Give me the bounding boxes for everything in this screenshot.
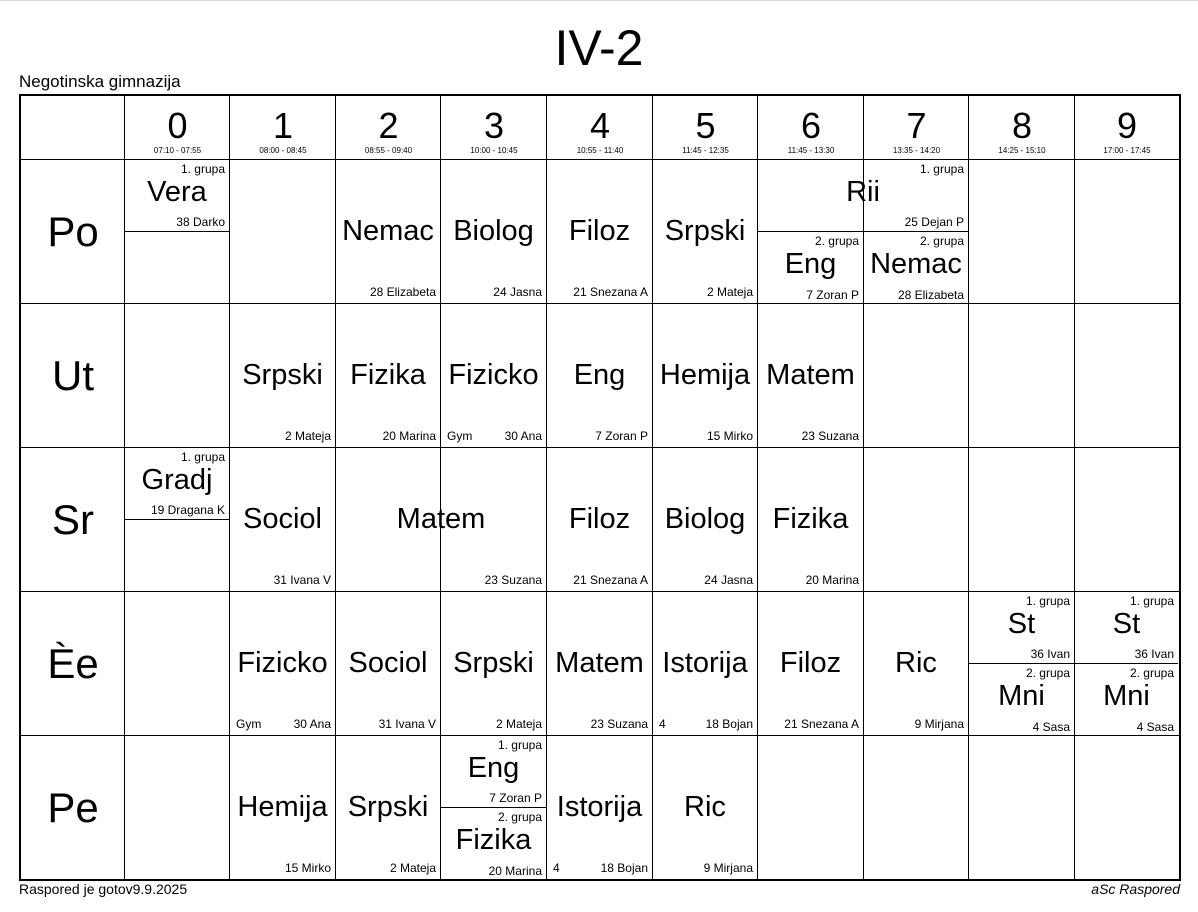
lesson-teacher: 2 Mateja [706,285,753,299]
lesson-teacher: 7 Zoran P [806,288,859,302]
lesson-cell[interactable] [125,160,229,232]
lesson-cell[interactable] [547,592,652,735]
lesson-group: 2. grupa [814,234,859,248]
lesson-cell[interactable] [336,592,440,735]
lesson-cell[interactable] [336,160,440,303]
day-label: Èe [47,640,99,687]
lesson-cell[interactable] [547,160,652,303]
lesson-room: 4 [553,861,560,875]
lesson-subject: Matem [555,647,644,679]
lesson-teacher: 2 Mateja [284,429,331,443]
period-time: 14:25 - 15:10 [998,146,1046,155]
lesson-subject: Vera [147,176,207,208]
period-time: 13:35 - 14:20 [892,146,941,155]
lesson-teacher: 9 Mirjana [914,717,964,731]
period-time: 07:10 - 07:55 [153,146,202,155]
period-header [969,96,1075,160]
period-time: 17:00 - 17:45 [1103,146,1151,155]
lesson-subject: Matem [396,503,486,535]
lesson-teacher: 7 Zoran P [595,429,648,443]
lesson-teacher: 24 Jasna [493,285,542,299]
lesson-teacher: 28 Elizabeta [897,288,964,302]
lesson-teacher: 36 Ivan [1030,647,1070,661]
period-number: 2 [378,105,399,146]
lesson-cell[interactable] [441,160,546,303]
lesson-cell[interactable] [1075,592,1178,664]
lesson-cell[interactable] [864,232,968,304]
period-number: 7 [906,105,927,146]
period-number: 8 [1011,105,1033,146]
lesson-cell[interactable] [758,304,863,447]
lesson-teacher: 18 Bojan [600,861,648,875]
top-border-line [0,0,1198,1]
lesson-subject: Srpski [664,215,746,247]
period-time: 10:55 - 11:40 [576,146,624,155]
lesson-subject: Matem [766,359,855,391]
lesson-subject: Sociol [243,503,322,535]
lesson-subject: Fizicko [237,647,328,679]
lesson-subject: Biolog [664,503,746,535]
lesson-subject: Rii [846,176,880,208]
lesson-teacher: 4 Sasa [1032,720,1070,734]
lesson-subject: Eng [467,752,520,784]
lesson-subject: Filoz [568,215,631,247]
lesson-teacher: 20 Marina [805,573,859,587]
lesson-teacher: 2 Mateja [495,717,542,731]
lesson-group: 2. grupa [1025,666,1070,680]
period-header [653,96,758,160]
lesson-group: 1. grupa [1129,594,1174,608]
lesson-cell[interactable] [758,592,863,735]
lesson-subject: Biolog [453,215,534,247]
period-time: 08:55 - 09:40 [364,146,413,155]
lesson-teacher: 23 Suzana [801,429,859,443]
lesson-teacher: 7 Zoran P [489,791,542,805]
lesson-cell[interactable] [441,736,546,808]
lesson-subject: Filoz [779,647,842,679]
lesson-cell[interactable] [230,736,335,879]
lesson-cell[interactable] [230,304,335,447]
lesson-cell[interactable] [547,736,652,879]
lesson-group: 1. grupa [180,450,225,464]
lesson-room: Gym [236,717,262,731]
lesson-subject: Eng [784,248,837,280]
lesson-teacher: 15 Mirko [706,429,753,443]
page-title: IV-2 [554,20,644,76]
day-label: Po [47,208,99,255]
lesson-subject: Fizika [455,824,532,856]
column-divider [968,96,969,879]
period-number: 9 [1116,105,1138,146]
lesson-cell[interactable] [969,664,1074,736]
lesson-teacher: 36 Ivan [1134,647,1174,661]
lesson-cell[interactable] [758,160,968,232]
timetable-grid [19,94,1181,881]
period-number: 3 [483,105,505,146]
lesson-subject: Fizika [772,503,849,535]
lesson-group: 2. grupa [497,810,542,824]
lesson-teacher: 31 Ivana V [378,717,436,731]
lesson-cell[interactable] [547,448,652,591]
period-time: 11:45 - 12:35 [682,146,729,155]
lesson-subject: Fizicko [448,359,539,391]
lesson-cell[interactable] [653,160,757,303]
lesson-group: 2. grupa [1129,666,1174,680]
lesson-teacher: 21 Snezana A [784,717,859,731]
lesson-cell[interactable] [336,448,546,591]
lesson-cell[interactable] [1075,664,1178,736]
lesson-teacher: 23 Suzana [590,717,648,731]
lesson-cell[interactable] [653,304,757,447]
lesson-teacher: 21 Snezana A [573,285,648,299]
lesson-group: 2. grupa [919,234,964,248]
lesson-subject: Filoz [568,503,631,535]
lesson-teacher: 21 Snezana A [573,573,648,587]
lesson-cell[interactable] [758,448,863,591]
lesson-cell[interactable] [653,448,757,591]
lesson-teacher: 15 Mirko [284,861,331,875]
period-number: 4 [589,105,611,146]
period-header [864,96,969,160]
lesson-teacher: 4 Sasa [1136,720,1174,734]
lesson-cell[interactable] [547,304,652,447]
lesson-subject: Hemija [659,359,751,391]
lesson-subject: Srpski [347,791,429,823]
lesson-cell[interactable] [758,232,863,304]
lesson-cell[interactable] [653,736,757,879]
lesson-group: 1. grupa [497,738,542,752]
period-header [230,96,336,160]
period-header [547,96,653,160]
period-time: 11:45 - 13:30 [787,146,835,155]
lesson-subject: Nemac [870,248,962,280]
lesson-subject: Mni [1103,680,1150,712]
column-divider [1074,96,1075,879]
lesson-subject: Srpski [453,647,534,679]
lesson-cell[interactable] [125,448,229,520]
lesson-cell[interactable] [336,736,440,879]
lesson-subject: Nemac [342,215,434,247]
lesson-subject: St [1112,608,1141,640]
lesson-subject: Mni [998,680,1045,712]
lesson-teacher: 2 Mateja [389,861,436,875]
day-label: Sr [52,496,94,543]
lesson-group: 1. grupa [1025,594,1070,608]
lesson-teacher: 28 Elizabeta [369,285,436,299]
lesson-teacher: 20 Marina [488,864,542,878]
lesson-teacher: 30 Ana [504,429,542,443]
period-number: 6 [800,105,822,146]
lesson-teacher: 38 Darko [176,215,225,229]
lesson-subject: Istorija [662,647,748,679]
lesson-teacher: 25 Dejan P [904,215,964,229]
footer-app-name: aSc Raspored [1091,881,1180,897]
lesson-group: 1. grupa [919,162,964,176]
lesson-cell[interactable] [336,304,440,447]
lesson-subject: Ric [895,647,937,679]
lesson-cell[interactable] [230,592,335,735]
school-name: Negotinska gimnazija [19,72,181,91]
lesson-subject: Eng [573,359,626,391]
period-time: 10:00 - 10:45 [470,146,518,155]
lesson-cell[interactable] [441,592,546,735]
lesson-subject: Ric [684,791,726,823]
lesson-teacher: 31 Ivana V [273,573,331,587]
lesson-teacher: 23 Suzana [484,573,542,587]
lesson-subject: St [1007,608,1036,640]
lesson-subject: Sociol [348,647,428,679]
period-number: 1 [272,105,294,146]
period-number: 5 [695,105,716,146]
lesson-teacher: 24 Jasna [704,573,753,587]
lesson-cell[interactable] [441,808,546,880]
period-time: 08:00 - 08:45 [259,146,307,155]
period-header [336,96,441,160]
lesson-teacher: 9 Mirjana [703,861,753,875]
lesson-room: Gym [447,429,473,443]
lesson-teacher: 30 Ana [293,717,331,731]
period-header [441,96,547,160]
day-label: Pe [47,784,99,831]
lesson-cell[interactable] [653,592,757,735]
lesson-subject: Istorija [556,791,643,823]
lesson-subject: Fizika [350,359,426,391]
lesson-cell[interactable] [230,448,335,591]
lesson-subject: Gradj [141,464,213,496]
lesson-teacher: 19 Dragana K [150,503,225,517]
period-number: 0 [167,105,188,146]
period-header [125,96,230,160]
lesson-teacher: 20 Marina [382,429,436,443]
lesson-room: 4 [659,717,666,731]
lesson-cell[interactable] [864,592,968,735]
lesson-cell[interactable] [441,304,546,447]
period-header [758,96,864,160]
footer-generated-date: Raspored je gotov9.9.2025 [19,881,188,897]
lesson-cell[interactable] [969,592,1074,664]
lesson-teacher: 18 Bojan [705,717,753,731]
lesson-group: 1. grupa [180,162,225,176]
lesson-subject: Srpski [242,359,323,391]
period-header [1075,96,1179,160]
day-label: Ut [52,352,94,399]
lesson-subject: Hemija [237,791,328,823]
